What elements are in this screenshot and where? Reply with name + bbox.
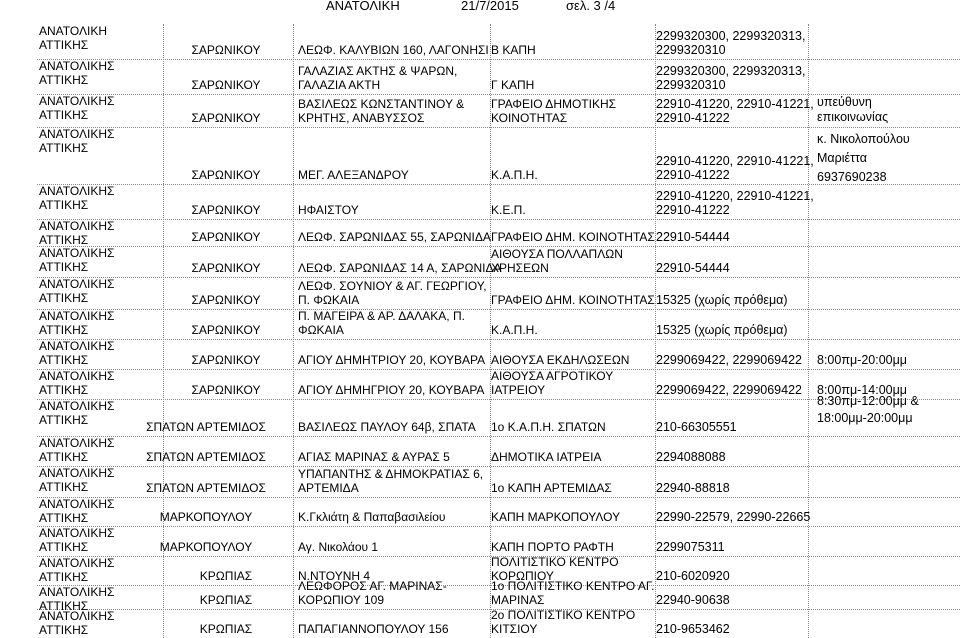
cell-place: ΜΑΡΙΝΑΣ	[491, 593, 545, 607]
cell-place: ΚΙΤΣΙΟΥ	[491, 622, 538, 636]
cell-address: ΜΕΓ. ΑΛΕΞΑΝΔΡΟΥ	[298, 168, 409, 182]
cell-hours: 8:30πμ-12:00μμ &	[817, 394, 919, 408]
cell-municipality: ΚΡΩΠΙΑΣ	[199, 569, 253, 583]
table-row	[0, 436, 960, 466]
cell-hours: 8:00πμ-20:00μμ	[817, 353, 908, 367]
cell-region: ΑΝΑΤΟΛΙΚΗΣ	[39, 59, 115, 73]
cell-region: ΑΝΑΤΟΛΙΚΗΣ	[39, 219, 115, 233]
cell-place: ΚΑΠΗ ΠΟΡΤΟ ΡΑΦΤΗ	[491, 540, 614, 554]
cell-region: ΑΝΑΤΟΛΙΚΗΣ	[39, 127, 115, 141]
cell-address: ΠΑΠΑΓΙΑΝΝΟΠΟΥΛΟΥ 156	[298, 622, 449, 636]
cell-region: ΑΤΤΙΚΗΣ	[39, 540, 89, 554]
cell-region: ΑΤΤΙΚΗΣ	[39, 291, 89, 305]
cell-address: ΑΓΙΑΣ ΜΑΡΙΝΑΣ & ΑΥΡΑΣ 5	[298, 450, 450, 464]
cell-region: ΑΤΤΙΚΗΣ	[39, 141, 89, 155]
cell-phone: 2299320300, 2299320313,	[656, 29, 806, 43]
cell-phone: 2299320300, 2299320313,	[656, 64, 806, 78]
cell-region: ΑΝΑΤΟΛΙΚΗΣ	[39, 309, 115, 323]
cell-region: ΑΤΤΙΚΗΣ	[39, 260, 89, 274]
cell-place: 2ο ΠΟΛΙΤΙΣΤΙΚΟ ΚΕΝΤΡΟ	[491, 608, 636, 622]
cell-hours: επικοινωνίας	[817, 110, 889, 124]
cell-place: ΓΡΑΦΕΙΟ ΔΗΜ. ΚΟΙΝΟΤΗΤΑΣ	[491, 293, 655, 307]
cell-municipality: ΣΑΡΩΝΙΚΟΥ	[191, 111, 261, 125]
cell-phone: 22910-41220, 22910-41221,	[656, 154, 814, 168]
cell-municipality: ΣΑΡΩΝΙΚΟΥ	[191, 168, 261, 182]
cell-region: ΑΤΤΙΚΗΣ	[39, 323, 89, 337]
cell-region: ΑΝΑΤΟΛΙΚΗΣ	[39, 526, 115, 540]
cell-place: ΠΟΛΙΤΙΣΤΙΚΟ ΚΕΝΤΡΟ	[491, 555, 619, 569]
cell-address: ΚΟΡΩΠΙΟΥ 109	[298, 593, 385, 607]
cell-region: ΑΝΑΤΟΛΙΚΗΣ	[39, 339, 115, 353]
cell-region: ΑΝΑΤΟΛΙΚΗΣ	[39, 609, 115, 623]
cell-address: ΛΕΩΦ. ΚΑΛΥΒΙΩΝ 160, ΛΑΓΟΝΗΣΙ	[298, 43, 489, 57]
cell-municipality: ΜΑΡΚΟΠΟΥΛΟΥ	[159, 540, 253, 554]
cell-municipality: ΣΑΡΩΝΙΚΟΥ	[191, 203, 261, 217]
table-row	[0, 369, 960, 399]
cell-phone: 22910-41220, 22910-41221,	[656, 189, 814, 203]
cell-phone: 2299320310	[656, 78, 726, 92]
cell-phone: 210-9653462	[656, 622, 730, 636]
header-date: 21/7/2015	[461, 0, 519, 13]
cell-address: ΥΠΑΠΑΝΤΗΣ & ΔΗΜΟΚΡΑΤΙΑΣ 6,	[298, 467, 484, 481]
table-row	[0, 127, 960, 184]
cell-hours: 8:00πμ-14:00μμ	[817, 383, 908, 397]
cell-region: ΑΤΤΙΚΗΣ	[39, 198, 89, 212]
cell-hours: 6937690238	[817, 170, 887, 184]
cell-address: ΛΕΩΦ. ΣΑΡΩΝΙΔΑΣ 14 Α, ΣΑΡΩΝΙΔΑ	[298, 261, 502, 275]
cell-region: ΑΤΤΙΚΗΣ	[39, 413, 89, 427]
cell-municipality: ΣΑΡΩΝΙΚΟΥ	[191, 383, 261, 397]
table-row	[0, 219, 960, 246]
cell-address: ΑΓΙΟΥ ΔΗΜΗΤΡΙΟΥ 20, ΚΟΥΒΑΡΑ	[298, 353, 486, 367]
cell-phone: 2299069422, 2299069422	[656, 383, 802, 397]
cell-region: ΑΤΤΙΚΗΣ	[39, 599, 89, 613]
table-row	[0, 466, 960, 497]
cell-address: ΛΕΩΦ. ΣΟΥΝΙΟΥ & ΑΓ. ΓΕΩΡΓΙΟΥ,	[298, 279, 487, 293]
cell-address: Κ.Γκλιάτη & Παπαβασιλείου	[298, 510, 446, 524]
cell-region: ΑΝΑΤΟΛΙΚΗΣ	[39, 556, 115, 570]
cell-phone: 2299069422, 2299069422	[656, 353, 802, 367]
cell-municipality: ΣΑΡΩΝΙΚΟΥ	[191, 353, 261, 367]
cell-phone: 2299320310	[656, 43, 726, 57]
table-row	[0, 184, 960, 219]
table-row	[0, 579, 960, 613]
cell-address: Π. ΦΩΚΑΙΑ	[298, 293, 360, 307]
cell-phone: 22910-54444	[656, 230, 730, 244]
cell-place: Κ.Α.Π.Η.	[491, 323, 538, 337]
cell-region: ΑΤΤΙΚΗΣ	[39, 73, 89, 87]
table-row	[0, 556, 960, 585]
cell-municipality: ΣΑΡΩΝΙΚΟΥ	[191, 261, 261, 275]
table-row	[0, 246, 960, 277]
table-row	[0, 609, 960, 638]
cell-municipality: ΣΑΡΩΝΙΚΟΥ	[191, 293, 261, 307]
cell-region: ΑΝΑΤΟΛΙΚΗΣ	[39, 277, 115, 291]
cell-phone: 22990-22579, 22990-22665	[656, 510, 811, 524]
table-row	[0, 24, 960, 59]
cell-municipality: ΚΡΩΠΙΑΣ	[199, 593, 253, 607]
cell-region: ΑΤΤΙΚΗΣ	[39, 108, 89, 122]
cell-phone: 15325 (χωρίς πρόθεμα)	[656, 323, 788, 337]
cell-municipality: ΣΑΡΩΝΙΚΟΥ	[191, 43, 261, 57]
cell-address: ΒΑΣΙΛΕΩΣ ΚΩΝΣΤΑΝΤΙΝΟΥ &	[298, 97, 465, 111]
cell-hours: υπεύθυνη	[817, 95, 872, 109]
cell-region: ΑΝΑΤΟΛΙΚΗΣ	[39, 466, 115, 480]
cell-region: ΑΝΑΤΟΛΙΚΗΣ	[39, 399, 115, 413]
cell-place: ΧΡΗΣΕΩΝ	[491, 261, 549, 275]
cell-region: ΑΝΑΤΟΛΙΚΗΣ	[39, 184, 115, 198]
cell-place: ΓΡΑΦΕΙΟ ΔΗΜΟΤΙΚΗΣ	[491, 97, 617, 111]
cell-address: ΗΦΑΙΣΤΟΥ	[298, 203, 359, 217]
cell-address: ΓΑΛΑΖΙΑ ΑΚΤΗ	[298, 78, 381, 92]
header-region: ΑΝΑΤΟΛΙΚΗ	[326, 0, 400, 13]
cell-municipality: ΚΡΩΠΙΑΣ	[199, 622, 253, 636]
table-row	[0, 394, 960, 436]
cell-phone: 2299075311	[656, 540, 725, 554]
cell-region: ΑΤΤΙΚΗΣ	[39, 511, 89, 525]
cell-region: ΑΤΤΙΚΗΣ	[39, 570, 89, 584]
cell-region: ΑΤΤΙΚΗΣ	[39, 353, 89, 367]
cell-municipality: ΣΑΡΩΝΙΚΟΥ	[191, 323, 261, 337]
cell-place: ΑΙΘΟΥΣΑ ΕΚΔΗΛΩΣΕΩΝ	[491, 353, 630, 367]
cell-address: Αγ. Νικολάου 1	[298, 540, 379, 554]
cell-municipality: ΣΠΑΤΩΝ ΑΡΤΕΜΙΔΟΣ	[146, 450, 266, 464]
cell-place: 1ο Κ.Α.Π.Η. ΣΠΑΤΩΝ	[491, 420, 606, 434]
cell-phone: 22940-88818	[656, 481, 730, 495]
cell-region: ΑΤΤΙΚΗΣ	[39, 233, 89, 247]
table-row	[0, 526, 960, 556]
cell-place: Κ.Α.Π.Η.	[491, 168, 538, 182]
cell-phone: 2294088088	[656, 450, 726, 464]
cell-region: ΑΤΤΙΚΗΣ	[39, 450, 89, 464]
cell-address: Π. ΜΑΓΕΙΡΑ & ΑΡ. ΔΑΛΑΚΑ, Π.	[298, 309, 465, 323]
table-row	[0, 59, 960, 94]
cell-place: ΚΑΠΗ ΜΑΡΚΟΠΟΥΛΟΥ	[491, 510, 621, 524]
cell-place: ΚΟΡΩΠΙΟΥ	[491, 569, 554, 583]
cell-phone: 210-6020920	[656, 569, 730, 583]
header-page-number: σελ. 3 /4	[566, 0, 616, 13]
cell-municipality: ΣΑΡΩΝΙΚΟΥ	[191, 230, 261, 244]
cell-phone: 210-66305551	[656, 420, 737, 434]
cell-address: ΛΕΩΦΟΡΟΣ ΑΓ. ΜΑΡΙΝΑΣ-	[298, 579, 447, 593]
table-row	[0, 497, 960, 526]
cell-place: ΑΙΘΟΥΣΑ ΠΟΛΛΑΠΛΩΝ	[491, 247, 623, 261]
cell-place: ΑΙΘΟΥΣΑ ΑΓΡΟΤΙΚΟΥ	[491, 369, 614, 383]
cell-region: ΑΝΑΤΟΛΙΚΗΣ	[39, 585, 115, 599]
cell-phone: 22910-41222	[656, 168, 730, 182]
cell-address: ΓΑΛΑΖΙΑΣ ΑΚΤΗΣ & ΨΑΡΩΝ,	[298, 64, 458, 78]
cell-municipality: ΣΑΡΩΝΙΚΟΥ	[191, 78, 261, 92]
cell-region: ΑΝΑΤΟΛΙΚΗΣ	[39, 94, 115, 108]
cell-region: ΑΝΑΤΟΛΙΚΗΣ	[39, 369, 115, 383]
cell-place: ΚΟΙΝΟΤΗΤΑΣ	[491, 111, 568, 125]
cell-place: ΔΗΜΟΤΙΚΑ ΙΑΤΡΕΙΑ	[491, 450, 602, 464]
cell-address: ΑΓΙΟΥ ΔΗΜΗΓΡΙΟΥ 20, ΚΟΥΒΑΡΑ	[298, 383, 485, 397]
cell-region: ΑΝΑΤΟΛΙΚΗ	[39, 24, 108, 38]
cell-phone: 22910-41222	[656, 111, 730, 125]
cell-address: Ν.ΝΤΟΥΝΗ 4	[298, 569, 371, 583]
cell-region: ΑΝΑΤΟΛΙΚΗΣ	[39, 497, 115, 511]
cell-region: ΑΤΤΙΚΗΣ	[39, 383, 89, 397]
table-row	[0, 94, 960, 127]
cell-hours: Μαριέττα	[817, 151, 868, 165]
cell-phone: 22940-90638	[656, 593, 730, 607]
cell-municipality: ΜΑΡΚΟΠΟΥΛΟΥ	[159, 510, 253, 524]
cell-place: 1ο ΚΑΠΗ ΑΡΤΕΜΙΔΑΣ	[491, 481, 612, 495]
cell-address: ΒΑΣΙΛΕΩΣ ΠΑΥΛΟΥ 64β, ΣΠΑΤΑ	[298, 420, 476, 434]
cell-hours: 18:00μμ-20:00μμ	[817, 411, 913, 425]
cell-municipality: ΣΠΑΤΩΝ ΑΡΤΕΜΙΔΟΣ	[146, 481, 266, 495]
cell-address: ΑΡΤΕΜΙΔΑ	[298, 481, 359, 495]
cell-phone: 22910-54444	[656, 261, 730, 275]
table-row	[0, 339, 960, 369]
cell-place: Γ ΚΑΠΗ	[491, 78, 535, 92]
cell-place: ΓΡΑΦΕΙΟ ΔΗΜ. ΚΟΙΝΟΤΗΤΑΣ	[491, 230, 655, 244]
cell-address: ΦΩΚΑΙΑ	[298, 323, 344, 337]
cell-place: ΙΑΤΡΕΙΟΥ	[491, 383, 546, 397]
cell-region: ΑΤΤΙΚΗΣ	[39, 623, 89, 637]
cell-region: ΑΝΑΤΟΛΙΚΗΣ	[39, 246, 115, 260]
cell-hours: κ. Νικολοπούλου	[817, 132, 910, 146]
table-row	[0, 277, 960, 309]
cell-region: ΑΤΤΙΚΗΣ	[39, 38, 89, 52]
cell-address: ΚΡΗΤΗΣ, ΑΝΑΒΥΣΣΟΣ	[298, 111, 425, 125]
table-row	[0, 309, 960, 339]
cell-phone: 15325 (χωρίς πρόθεμα)	[656, 293, 788, 307]
cell-region: ΑΤΤΙΚΗΣ	[39, 480, 89, 494]
cell-municipality: ΣΠΑΤΩΝ ΑΡΤΕΜΙΔΟΣ	[146, 420, 266, 434]
cell-region: ΑΝΑΤΟΛΙΚΗΣ	[39, 436, 115, 450]
cell-address: ΛΕΩΦ. ΣΑΡΩΝΙΔΑΣ 55, ΣΑΡΩΝΙΔΑ	[298, 230, 491, 244]
cell-place: 1ο ΠΟΛΙΤΙΣΤΙΚΟ ΚΕΝΤΡΟ ΑΓ.	[491, 579, 655, 593]
cell-place: Κ.Ε.Π.	[491, 203, 526, 217]
cell-phone: 22910-41220, 22910-41221,	[656, 97, 814, 111]
cell-place: Β ΚΑΠΗ	[491, 43, 536, 57]
page-header	[0, 0, 960, 14]
cell-phone: 22910-41222	[656, 203, 730, 217]
